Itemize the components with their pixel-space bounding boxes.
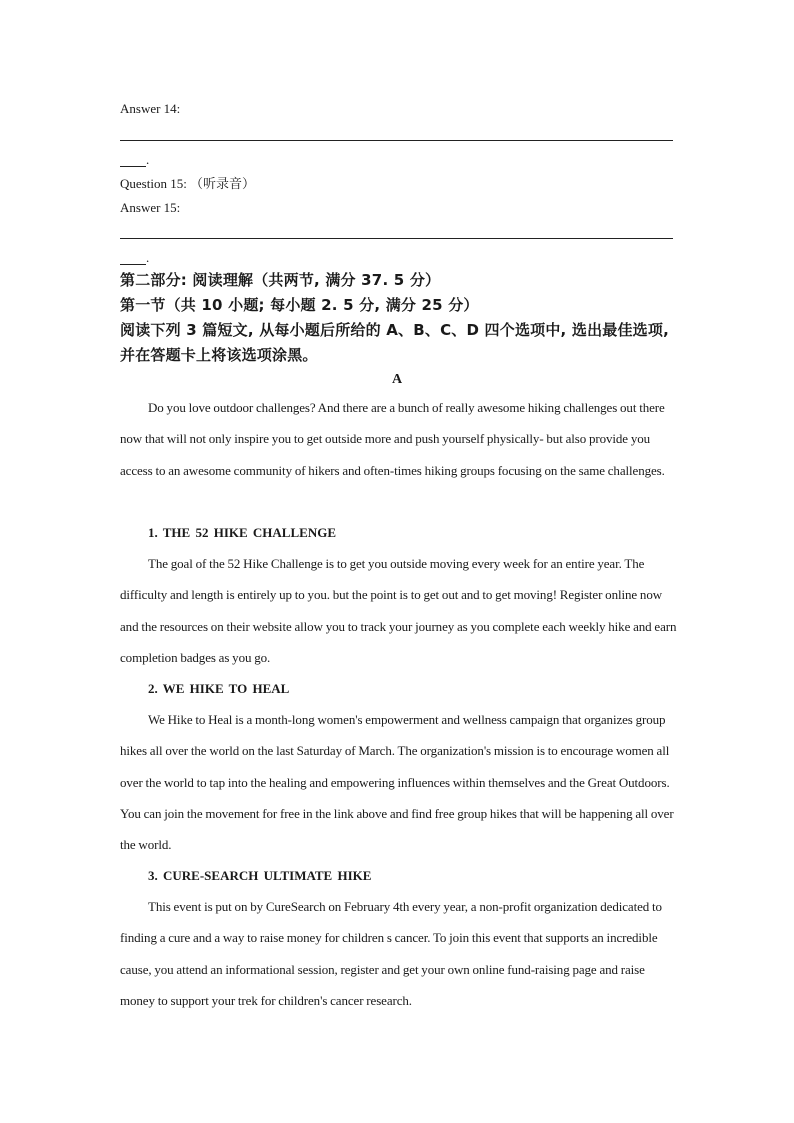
reading-instruction: 阅读下列 3 篇短文, 从每小题后所给的 A、B、C、D 四个选项中, 选出最佳选项, 并在答题卡上将该选项涂黑。 xyxy=(120,321,669,364)
part2-heading: 第二部分: 阅读理解（共两节, 满分 37. 5 分） xyxy=(120,271,441,289)
section1-heading: 第一节（共 10 小题; 每小题 2. 5 分, 满分 25 分） xyxy=(120,296,479,314)
section-title-52-hike: 1. THE 52 HIKE CHALLENGE xyxy=(148,525,336,540)
section-text-cure-search: This event is put on by CureSearch on February 4th every year, a non-profit organization dedicated to finding a cure and a way to raise money for children s cancer. To join this event that supports an incredible cause, you attend an informational session, register and get your own online fund-raising page and raise money to support your trek for children's cancer research. xyxy=(120,899,662,1008)
answer-14-label: Answer 14: xyxy=(120,101,181,116)
passage-letter: A xyxy=(391,372,403,387)
answer-15-label: Answer 15: xyxy=(120,200,181,215)
answer-15-line xyxy=(120,238,673,239)
section-text-we-hike-to-heal: We Hike to Heal is a month-long women's empowerment and wellness campaign that organizes group hikes all over the world on the last Saturday of March. The organization's mission is to encourage women all over the world to tap into the healing and empowering influences within themselves and the Great Outdoors. You can join the movement for free in the link above and find free group hikes that will be happening all over the world. xyxy=(120,712,674,853)
question-15-label: Question 15: （听录音） xyxy=(120,176,256,191)
section-title-we-hike-to-heal: 2. WE HIKE TO HEAL xyxy=(148,681,290,696)
section-text-52-hike: The goal of the 52 Hike Challenge is to get you outside moving every week for an entire year. The difficulty and length is entirely up to you. but the point is to get out and to get moving! Register online now and the resources on their website allow you to track your journey as you complete each weekly hike and earn completion badges as you go. xyxy=(120,556,677,665)
answer-14-line xyxy=(120,140,673,141)
answer-14-line-end: . xyxy=(120,153,149,167)
answer-15-line-end: . xyxy=(120,251,149,265)
passage-intro: Do you love outdoor challenges? And there are a bunch of really awesome hiking challenges out there now that will not only inspire you to get outside more and push yourself physically- but also provide you access to an awesome community of hikers and often-times hiking groups focusing on the same challenges. xyxy=(120,400,665,478)
section-title-cure-search: 3. CURE-SEARCH ULTIMATE HIKE xyxy=(148,868,372,883)
